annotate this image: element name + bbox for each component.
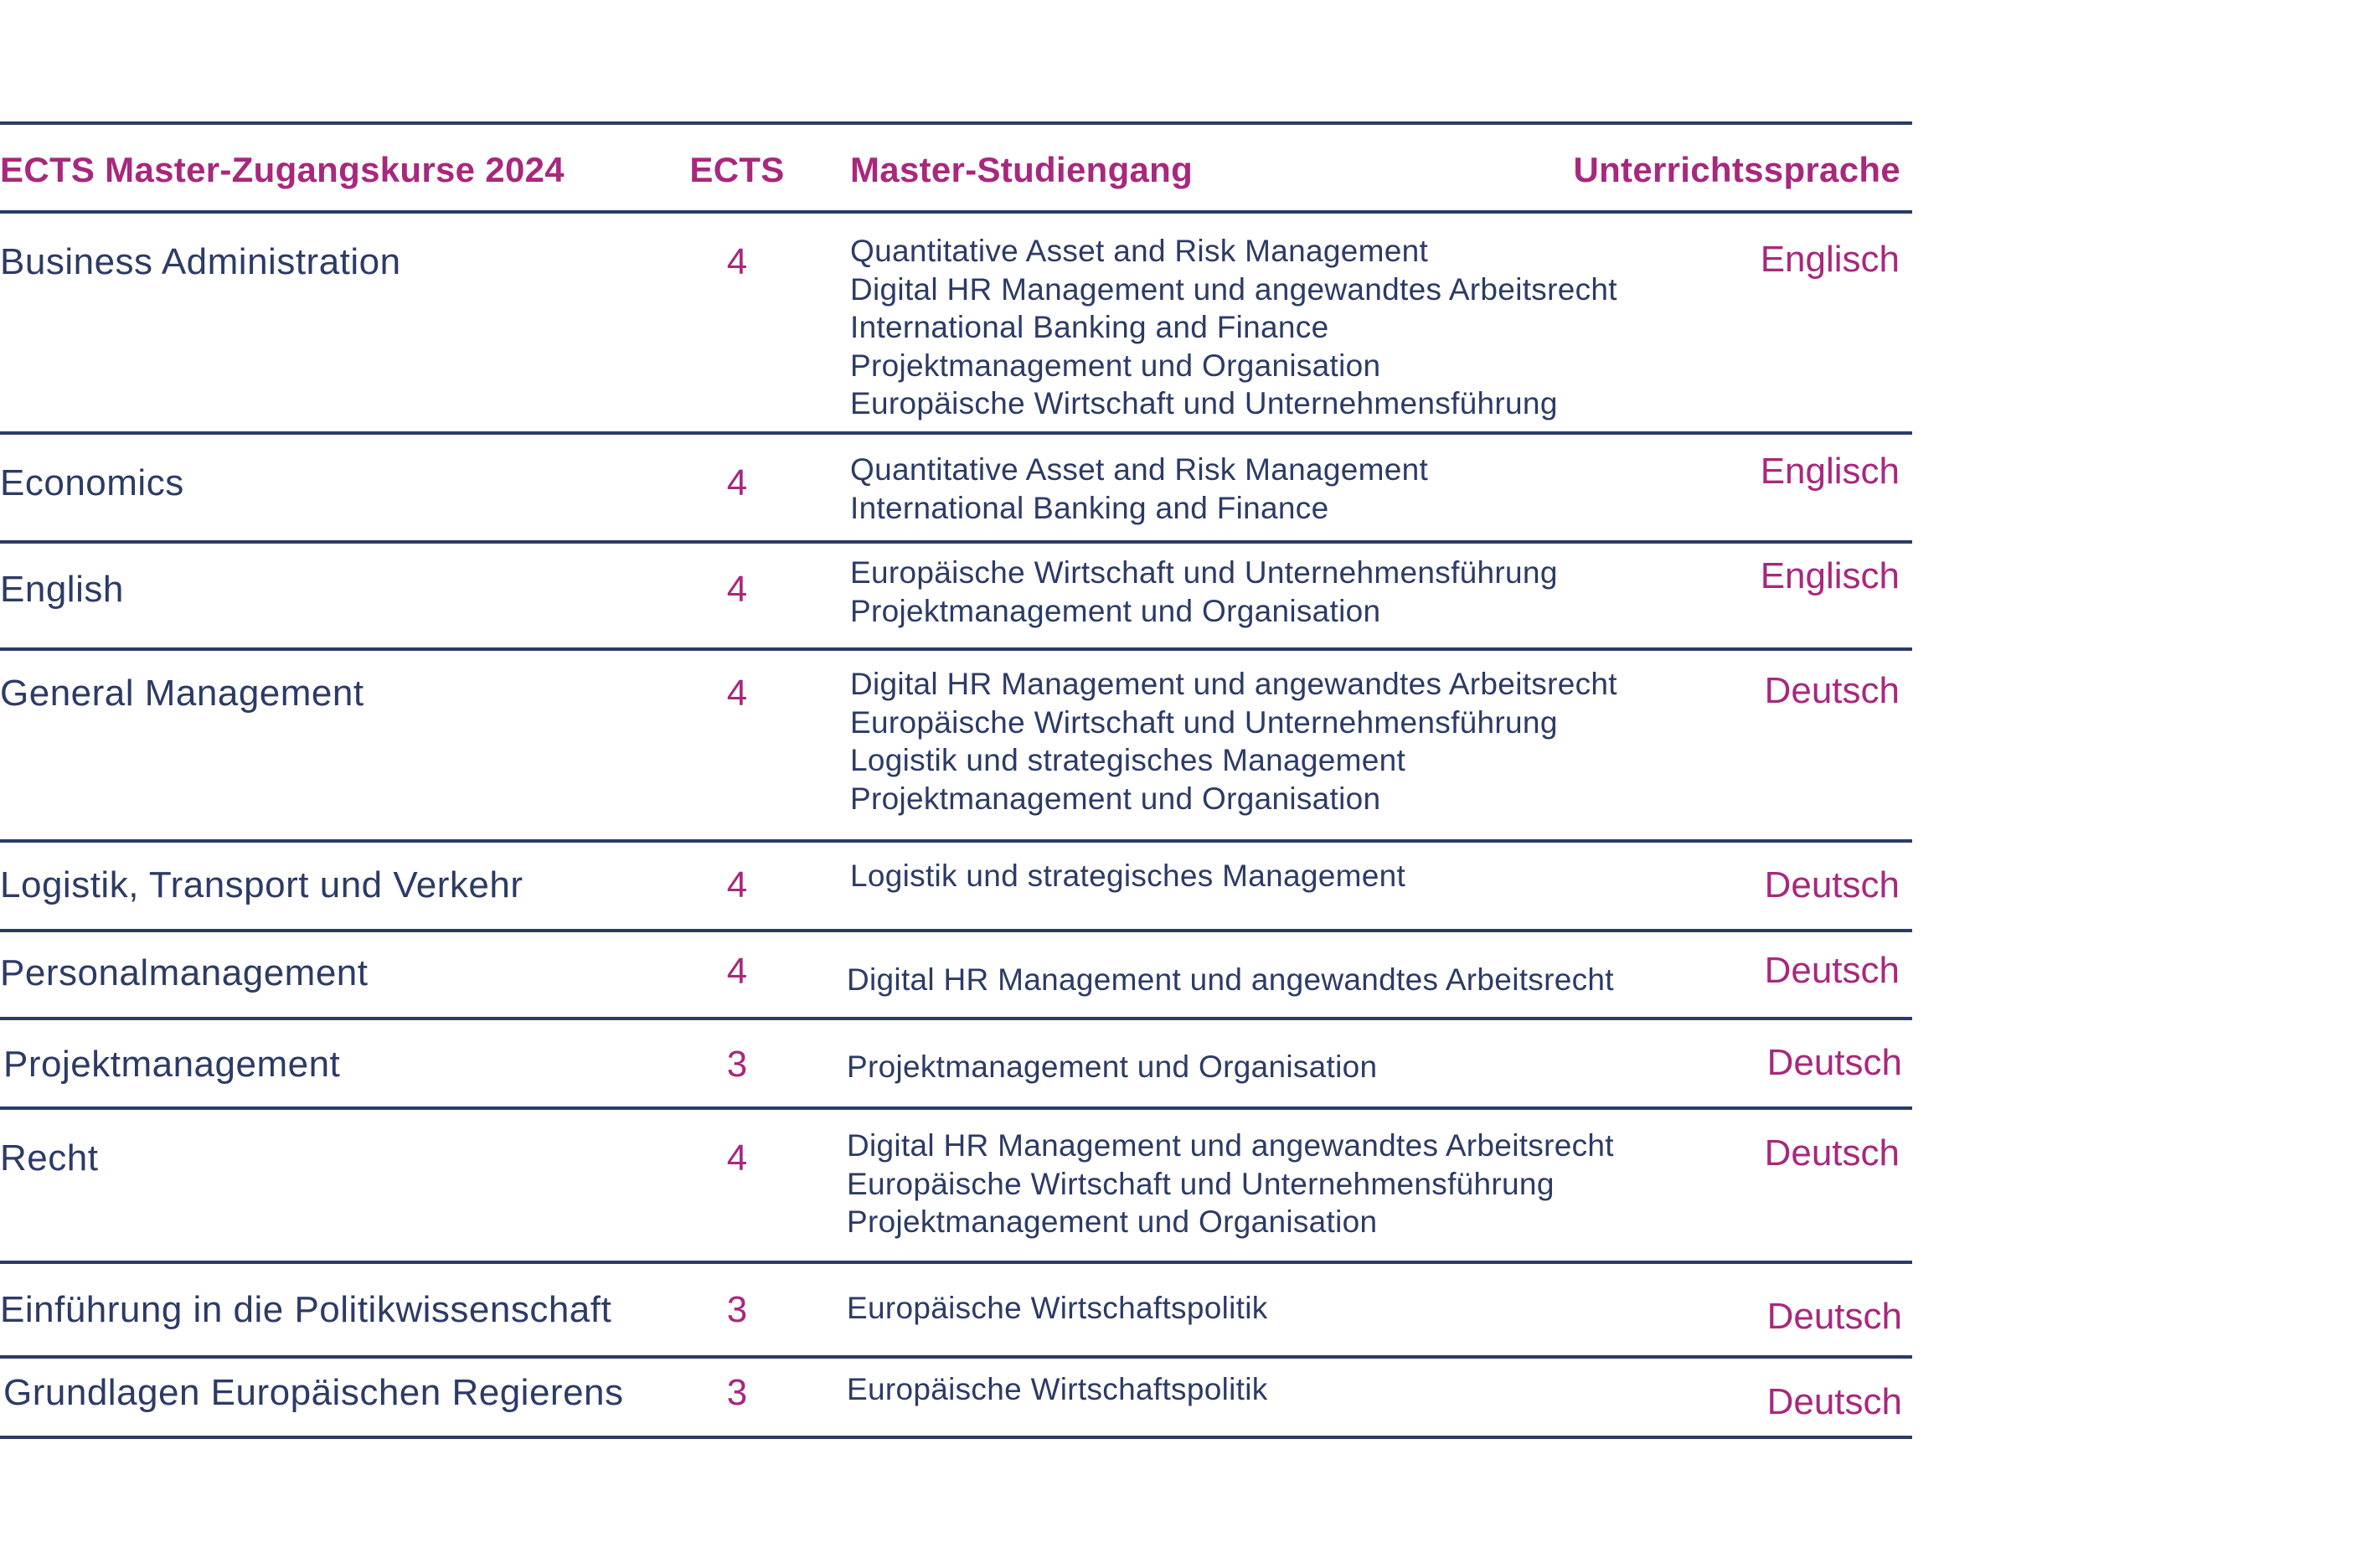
program-item: Europäische Wirtschaft und Unternehmensführung [850, 704, 1558, 740]
course-name: Personalmanagement [0, 952, 369, 993]
course-table [0, 121, 1912, 1439]
course-name: Logistik, Transport und Verkehr [0, 864, 523, 905]
table-row [0, 651, 1912, 843]
table-row [0, 1359, 1912, 1439]
language-value: Deutsch [1766, 1296, 1902, 1337]
program-item: Europäische Wirtschaftspolitik [847, 1372, 1268, 1406]
program-list [850, 451, 1428, 527]
program-list [850, 857, 1405, 895]
ects-value: 3 [726, 1044, 748, 1085]
program-item: Quantitative Asset and Risk Management [850, 234, 1429, 268]
course-name: Grundlagen Europäischen Regierens [3, 1372, 624, 1413]
program-list [847, 1048, 1377, 1086]
program-item: International Banking and Finance [850, 310, 1329, 344]
ects-value: 4 [726, 462, 748, 503]
table-row [0, 544, 1912, 651]
header-program: Master-Studiengang [850, 150, 1194, 189]
header-language: Unterrichtssprache [1573, 150, 1900, 189]
program-list [847, 1289, 1268, 1328]
table-header [0, 125, 1912, 214]
language-value: Deutsch [1766, 1042, 1902, 1083]
ects-value: 4 [726, 241, 748, 282]
program-item: Digital HR Management und angewandtes Arbeitsrecht [847, 1128, 1614, 1163]
table-row [0, 1020, 1912, 1110]
program-item: Logistik und strategisches Management [850, 743, 1406, 777]
program-item: Europäische Wirtschaft und Unternehmensführung [847, 1166, 1555, 1201]
program-item: Projektmanagement und Organisation [850, 781, 1381, 816]
program-item: Quantitative Asset and Risk Management [850, 452, 1429, 487]
language-value: Englisch [1760, 239, 1900, 280]
program-list [850, 665, 1617, 818]
table-row [0, 214, 1912, 435]
ects-value: 3 [726, 1289, 748, 1330]
language-value: Englisch [1760, 555, 1900, 596]
program-item: Projektmanagement und Organisation [847, 1050, 1378, 1084]
ects-value: 4 [726, 569, 748, 610]
language-value: Deutsch [1764, 950, 1900, 991]
program-item: Europäische Wirtschaft und Unternehmensführung [850, 555, 1558, 590]
program-item: Europäische Wirtschaft und Unternehmensführung [850, 386, 1558, 420]
language-value: Deutsch [1764, 1132, 1900, 1173]
program-list [847, 1370, 1268, 1409]
program-item: Digital HR Management und angewandtes Arbeitsrecht [847, 962, 1614, 997]
header-ects: ECTS [689, 150, 785, 189]
course-name: Recht [0, 1137, 99, 1179]
program-item: Logistik und strategisches Management [850, 859, 1406, 893]
program-item: Digital HR Management und angewandtes Arbeitsrecht [850, 667, 1617, 701]
table-row [0, 435, 1912, 544]
program-list [850, 554, 1558, 630]
language-value: Englisch [1760, 451, 1900, 492]
program-item: Projektmanagement und Organisation [850, 348, 1381, 383]
course-name: General Management [0, 673, 364, 714]
course-name: Business Administration [0, 241, 401, 282]
ects-value: 4 [726, 864, 748, 905]
program-item: Projektmanagement und Organisation [847, 1204, 1378, 1239]
table-row [0, 1264, 1912, 1359]
table-row [0, 843, 1912, 932]
program-item: International Banking and Finance [850, 490, 1329, 525]
ects-value: 4 [726, 673, 748, 714]
program-item: Projektmanagement und Organisation [850, 593, 1381, 628]
table-body [0, 214, 1912, 1439]
program-list [847, 961, 1614, 999]
program-list [847, 1127, 1614, 1241]
ects-value: 3 [726, 1372, 748, 1413]
language-value: Deutsch [1764, 864, 1900, 905]
course-name: Einführung in die Politikwissenschaft [0, 1289, 612, 1330]
language-value: Deutsch [1766, 1381, 1902, 1422]
ects-value: 4 [726, 951, 748, 992]
table-row [0, 1110, 1912, 1264]
ects-value: 4 [726, 1137, 748, 1179]
program-list [850, 232, 1617, 423]
table-row [0, 932, 1912, 1020]
program-item: Europäische Wirtschaftspolitik [847, 1291, 1268, 1325]
course-name: English [0, 569, 124, 610]
header-course: ECTS Master-Zugangskurse 2024 [0, 150, 565, 189]
language-value: Deutsch [1764, 670, 1900, 711]
course-name: Economics [0, 462, 184, 503]
course-name: Projektmanagement [3, 1044, 341, 1085]
program-item: Digital HR Management und angewandtes Arbeitsrecht [850, 271, 1617, 307]
